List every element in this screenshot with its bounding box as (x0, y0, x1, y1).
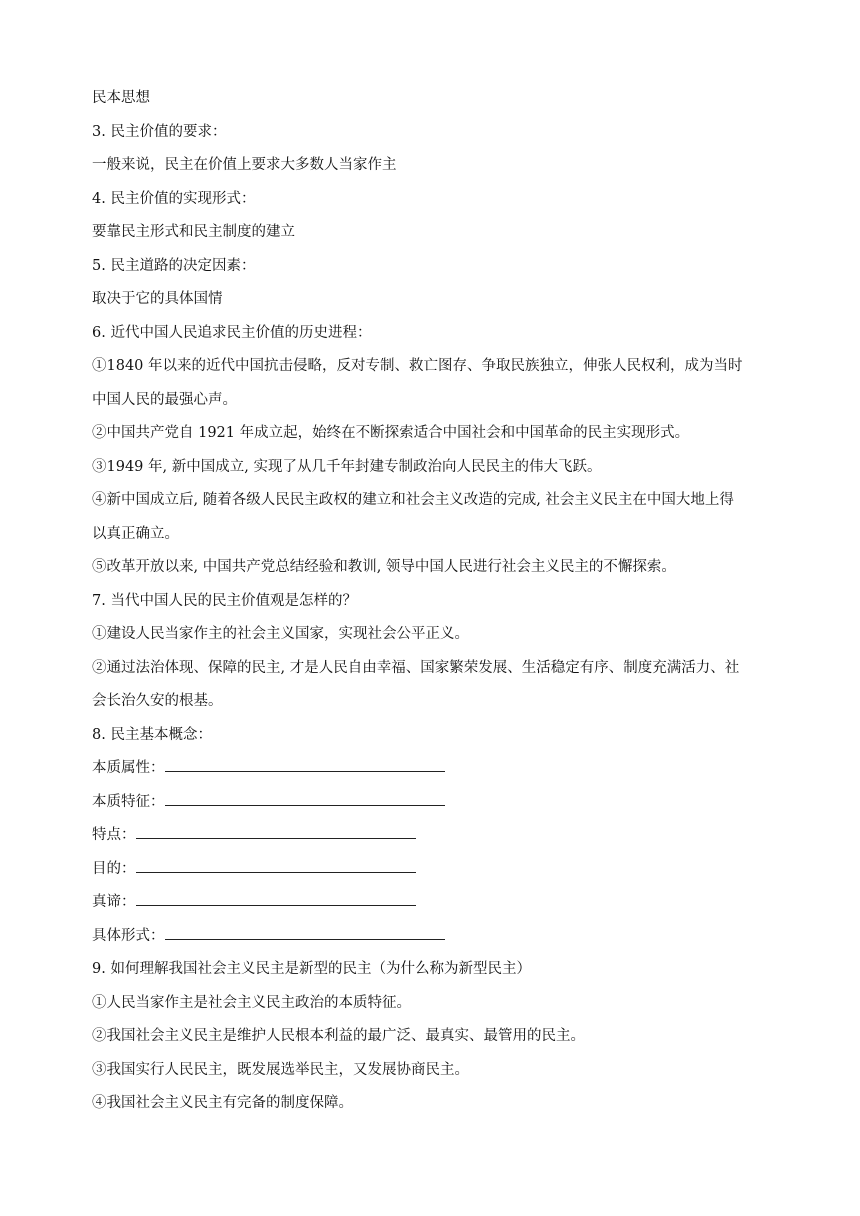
text-line: ③我国实行人民民主，既发展选举民主，又发展协商民主。 (92, 1061, 469, 1078)
text-line: 一般来说，民主在价值上要求大多数人当家作主 (92, 157, 397, 173)
fill-in-blank[interactable] (136, 890, 416, 906)
fill-in-blank[interactable] (136, 823, 416, 839)
section-heading: 3. 民主价值的要求： (92, 123, 227, 140)
fill-in-label: 本质特征： (92, 793, 165, 810)
section-heading: 7. 当代中国人民的民主价值观是怎样的？ (92, 592, 357, 609)
fill-in-label: 真谛： (92, 894, 136, 910)
text-line: 要靠民主形式和民主制度的建立 (92, 224, 295, 240)
text-line: ②中国共产党自 1921 年成立起，始终在不断探索适合中国社会和中国革命的民主实现形式。 (92, 425, 690, 441)
section-heading: 9. 如何理解我国社会主义民主是新型的民主（为什么称为新型民主） (92, 961, 531, 977)
section-heading: 5. 民主道路的决定因素： (92, 257, 256, 274)
section-heading: 4. 民主价值的实现形式： (92, 190, 256, 207)
fill-in-row (92, 857, 772, 891)
text-line: ①人民当家作主是社会主义民主政治的本质特征。 (92, 994, 411, 1011)
fill-in-blank[interactable] (165, 924, 445, 940)
fill-in-blank[interactable] (165, 756, 445, 772)
fill-in-label: 本质属性： (92, 760, 165, 776)
fill-in-label: 特点： (92, 827, 136, 843)
fill-in-label: 具体形式： (92, 927, 165, 944)
text-line: ⑤改革开放以来, 中国共产党总结经验和教训, 领导中国人民进行社会主义民主的不懈探索。 (92, 559, 676, 575)
text-line: ④新中国成立后, 随着各级人民民主政权的建立和社会主义改造的完成, 社会主义民主在中国大地上得 (92, 492, 734, 508)
fill-in-row (92, 890, 772, 924)
fill-in-blank[interactable] (136, 857, 416, 873)
fill-in-label: 目的： (92, 860, 136, 877)
fill-in-blank[interactable] (165, 790, 445, 806)
text-line: ④我国社会主义民主有完备的制度保障。 (92, 1095, 353, 1111)
text-line: ③1949 年, 新中国成立, 实现了从几千年封建专制政治向人民民主的伟大飞跃。 (92, 458, 602, 475)
text-line: 会长治久安的根基。 (92, 693, 223, 709)
text-line: 取决于它的具体国情 (92, 291, 223, 307)
document-body (92, 86, 772, 1125)
fill-in-row (92, 924, 772, 958)
text-line: ②我国社会主义民主是维护人民根本利益的最广泛、最真实、最管用的民主。 (92, 1028, 585, 1044)
section-heading: 6. 近代中国人民追求民主价值的历史进程： (92, 324, 372, 341)
fill-in-row (92, 756, 772, 790)
text-line: ②通过法治体现、保障的民主, 才是人民自由幸福、国家繁荣发展、生活稳定有序、制度充满活力、社 (92, 659, 740, 676)
text-line: ①建设人民当家作主的社会主义国家，实现社会公平正义。 (92, 626, 469, 642)
section-heading: 8. 民主基本概念： (92, 726, 212, 743)
text-line: 民本思想 (92, 90, 150, 106)
text-line: 以真正确立。 (92, 525, 179, 542)
fill-in-row (92, 823, 772, 857)
text-line: 中国人民的最强心声。 (92, 391, 237, 408)
text-line: ①1840 年以来的近代中国抗击侵略，反对专制、救亡图存、争取民族独立，伸张人民权利，成为当时 (92, 358, 743, 374)
fill-in-row (92, 790, 772, 824)
